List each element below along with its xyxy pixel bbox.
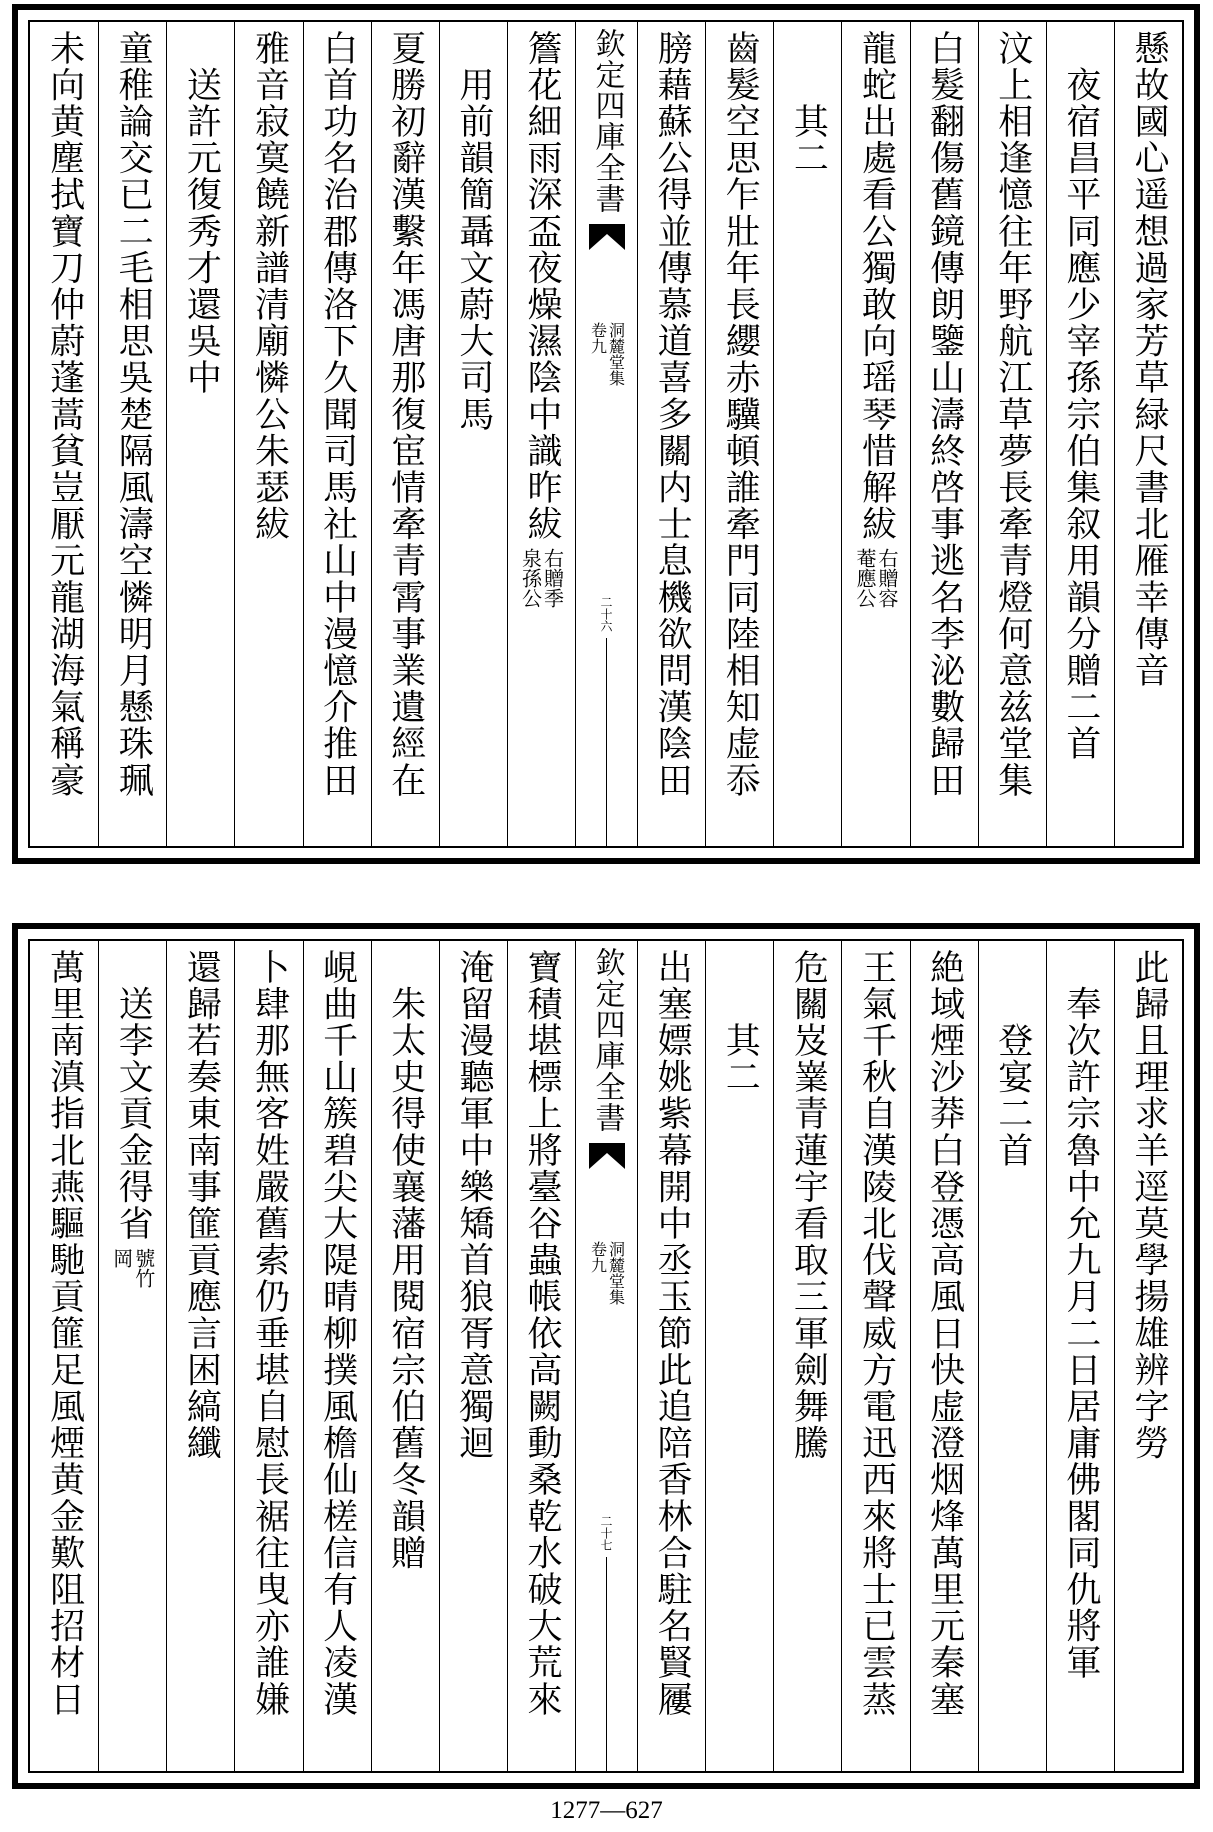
text-column	[910, 941, 978, 1771]
text-column	[371, 941, 439, 1771]
top-page-columns	[30, 22, 1182, 846]
text-column	[978, 22, 1046, 846]
gutter-subtitles	[590, 1241, 624, 1305]
note-line: 右贈季	[540, 548, 565, 609]
text-column	[1114, 941, 1182, 1771]
column-text: 送李文貢金得省	[113, 949, 154, 1242]
text-column	[439, 22, 507, 846]
text-column	[637, 941, 705, 1771]
book-title: 洞麓堂集	[606, 1241, 626, 1305]
column-text: 齒髮空思乍壯年長纓赤驥頓誰牽門同陸相知虚忝	[720, 30, 761, 799]
text-column	[507, 22, 575, 846]
column-text: 用前韻簡聶文蔚大司馬	[453, 30, 494, 433]
column-text: 朱太史得使襄藩用閱宿宗伯舊冬韻贈	[385, 949, 426, 1572]
note-line: 號竹	[131, 1247, 156, 1288]
text-column	[371, 22, 439, 846]
column-text: 王氣千秋自漢陵北伐聲威方電迅西來將士已雲蒸	[856, 949, 897, 1718]
book-series-title: 欽定四庫全書	[589, 28, 625, 214]
column-text: 此歸且理求羊逕莫學揚雄辨字勞	[1128, 949, 1169, 1462]
column-text: 白首功名治郡傳洛下久聞司馬社山中漫憶介推田	[317, 30, 358, 799]
annotation-note	[518, 542, 565, 609]
text-column	[439, 941, 507, 1771]
volume-label: 卷九	[588, 1241, 608, 1273]
text-column	[234, 941, 302, 1771]
column-text: 登宴二首	[992, 949, 1033, 1169]
leaf-number: 二十六	[599, 596, 613, 632]
page-code: 1277—627	[550, 1797, 663, 1824]
gutter-content	[587, 941, 627, 1771]
volume-label: 卷九	[588, 322, 608, 354]
note-line: 泉孫公	[518, 548, 543, 609]
annotation-note	[109, 1242, 156, 1288]
column-with-note	[109, 941, 156, 1771]
text-column	[98, 22, 166, 846]
column-text: 白髮翻傷舊鏡傳朗鑒山濤終啓事逃名李泌數歸田	[924, 30, 965, 799]
note-line: 菴應公	[852, 548, 877, 609]
column-text: 出塞嫖姚紫幕開中丞玉節此追陪香林合駐名賢屨	[652, 949, 693, 1718]
text-column	[773, 941, 841, 1771]
text-column	[1046, 941, 1114, 1771]
column-text: 簷花細雨深盃夜燥濕陰中識昨紱	[521, 30, 562, 543]
column-text: 夏勝初辭漢繫年馮唐那復宦情牽青霄事業遺經在	[385, 30, 426, 799]
text-column	[1046, 22, 1114, 846]
column-text: 雅音寂寞饒新譜清廟憐公朱瑟紱	[249, 30, 290, 543]
top-page-frame	[28, 20, 1184, 848]
column-text: 奉次許宗魯中允九月二日居庸佛閣同仇將軍	[1060, 949, 1101, 1681]
text-column	[841, 941, 909, 1771]
text-column	[166, 941, 234, 1771]
column-with-note	[852, 22, 899, 846]
text-column	[507, 941, 575, 1771]
column-text: 峴曲千山簇碧尖大隄晴柳撲風檐仙槎信有人凌漢	[317, 949, 358, 1718]
column-text: 未向黄塵拭寶刀仲蔚蓬蒿貧豈厭元龍湖海氣稱豪	[44, 30, 85, 799]
text-column	[773, 22, 841, 846]
gutter-content	[587, 22, 627, 846]
text-column	[234, 22, 302, 846]
column-text: 卜肆那無客姓嚴舊索仍垂堪自慰長裾往曳亦誰嫌	[249, 949, 290, 1718]
book-series-title: 欽定四庫全書	[589, 947, 625, 1133]
text-column	[841, 22, 909, 846]
column-text: 危關岌嶪青蓮宇看取三軍劍舞騰	[788, 949, 829, 1462]
column-text: 送許元復秀才還吳中	[181, 30, 222, 396]
text-column	[1114, 22, 1182, 846]
column-text: 絶域煙沙莽白登憑高風日快虚澄烟烽萬里元秦塞	[924, 949, 965, 1718]
text-column	[978, 941, 1046, 1771]
column-text: 其二	[788, 30, 829, 177]
column-text: 懸故國心遥想過家芳草緑尺書北雁幸傳音	[1128, 30, 1169, 689]
text-column	[705, 941, 773, 1771]
text-column	[30, 941, 98, 1771]
text-column	[637, 22, 705, 846]
column-text: 龍蛇出處看公獨敢向瑶琴惜解紱	[856, 30, 897, 543]
fishtail-mark-icon	[587, 222, 627, 252]
bottom-page	[12, 923, 1200, 1789]
column-text: 汶上相逢憶往年野航江草夢長牽青燈何意兹堂集	[992, 30, 1033, 799]
text-column	[166, 22, 234, 846]
fishtail-mark-icon	[587, 1141, 627, 1171]
note-line: 岡	[109, 1247, 134, 1268]
text-column	[910, 22, 978, 846]
text-column	[30, 22, 98, 846]
column-text: 淹留漫聽軍中樂矯首狼胥意獨迴	[453, 949, 494, 1462]
leaf-number: 二十七	[599, 1515, 613, 1551]
bottom-page-frame	[28, 939, 1184, 1773]
text-column	[705, 22, 773, 846]
column-text: 萬里南滇指北燕驅馳貢篚足風煙黄金歎阻招材日	[44, 949, 85, 1718]
annotation-note	[852, 542, 899, 609]
note-line: 右贈容	[874, 548, 899, 609]
column-with-note	[518, 22, 565, 846]
column-text: 寶積堪標上將臺谷蟲帳依高闕動桑乾水破大荒來	[521, 949, 562, 1718]
center-gutter	[575, 22, 637, 846]
text-column	[98, 941, 166, 1771]
column-text: 還歸若奏東南事篚貢應言困縞纖	[181, 949, 222, 1462]
text-column	[303, 22, 371, 846]
gutter-rule	[606, 638, 607, 846]
top-page	[12, 4, 1200, 864]
column-text: 其二	[720, 949, 761, 1096]
center-gutter	[575, 941, 637, 1771]
bottom-page-columns	[30, 941, 1182, 1771]
column-text: 夜宿昌平同應少宰孫宗伯集叙用韻分贈二首	[1060, 30, 1101, 762]
column-text: 膀藉蘇公得並傳慕道喜多關内士息機欲問漢陰田	[652, 30, 693, 799]
text-column	[303, 941, 371, 1771]
book-title: 洞麓堂集	[606, 322, 626, 386]
gutter-subtitles	[590, 322, 624, 386]
gutter-rule	[606, 1557, 607, 1771]
column-text: 童稚論交已二毛相思吳楚隔風濤空憐明月懸珠珮	[113, 30, 154, 799]
